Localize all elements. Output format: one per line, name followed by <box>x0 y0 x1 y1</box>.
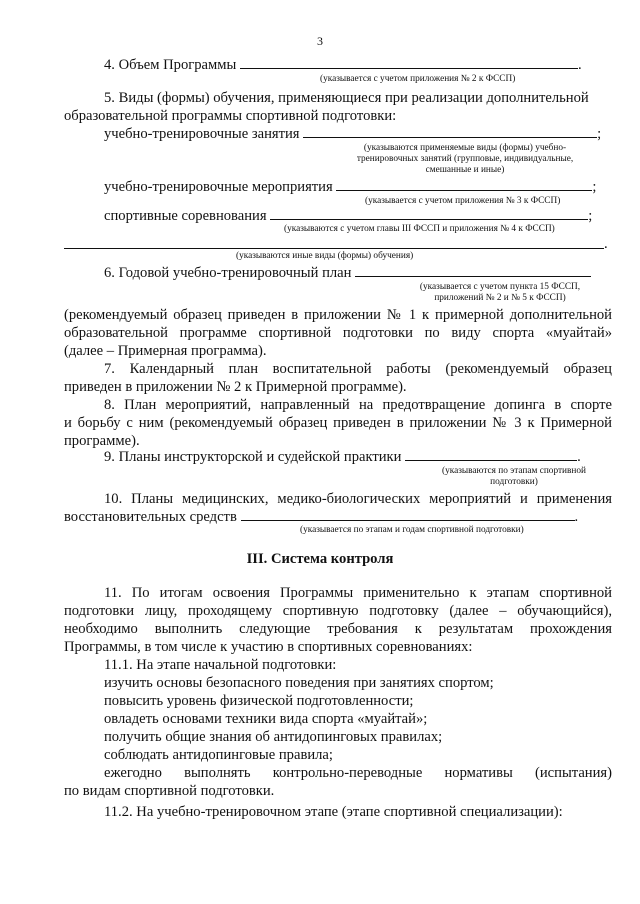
training-events-blank <box>336 178 592 191</box>
item-11-line-4: Программы, в том числе к участию в спортивных соревнованиях: <box>64 639 473 655</box>
item-5-training-sessions <box>104 125 612 143</box>
annual-plan-blank <box>355 264 591 277</box>
annual-plan-label: 6. Годовой учебно-тренировочный план <box>104 265 352 281</box>
training-sessions-caption-3: смешанные и иные) <box>425 165 505 175</box>
training-events-caption: (указывается с учетом приложения № 3 к ФССП) <box>365 196 561 206</box>
item-5-line-1: 5. Виды (формы) обучения, применяющиеся при реализации дополнительной <box>104 90 589 106</box>
item-8-line-3: программе). <box>64 433 140 449</box>
item-4-line <box>104 56 612 74</box>
item-7-line-2: приведен в приложении № 2 к Примерной программе). <box>64 379 407 395</box>
item-5-competitions <box>104 207 612 225</box>
training-sessions-caption-2: тренировочных занятий (групповые, индивидуальные, <box>356 154 574 164</box>
practice-plans-label: 9. Планы инструкторской и судейской практики <box>104 449 402 465</box>
item-11-2: 11.2. На учебно-тренировочном этапе (этапе спортивной специализации): <box>104 804 563 820</box>
item-11-1: 11.1. На этапе начальной подготовки: <box>104 657 337 673</box>
item-11-line-1: 11. По итогам освоения Программы применительно к этапам спортивной <box>104 585 612 601</box>
item-8-line-1: 8. План мероприятий, направленный на предотвращение допинга в спорте <box>104 397 612 413</box>
item-11-line-2: подготовки лицу, проходящему спортивную подготовку (далее – обучающийся), <box>64 603 612 619</box>
other-forms-blank <box>64 248 604 249</box>
item-9-line <box>104 448 612 466</box>
training-sessions-end: ; <box>597 126 602 142</box>
training-sessions-label: учебно-тренировочные занятия <box>104 126 300 142</box>
annual-plan-caption-1: (указывается с учетом пункта 15 ФССП, <box>419 282 581 292</box>
item-6-line <box>104 264 612 282</box>
medical-plans-blank <box>241 508 575 521</box>
medical-plans-label: восстановительных средств <box>64 509 237 525</box>
annual-plan-caption-2: приложений № 2 и № 5 к ФССП) <box>434 293 566 303</box>
item-5-line-2: образовательной программы спортивной подготовки: <box>64 108 397 124</box>
item-10-line-1: 10. Планы медицинских, медико-биологических мероприятий и применения <box>104 491 612 507</box>
item-8-line-2: и борьбу с ним (рекомендуемый образец приведен в приложении № 3 к Примерной <box>64 415 612 431</box>
item-4-label: 4. Объем Программы <box>104 57 237 73</box>
requirement-4: получить общие знания об антидопинговых правилах; <box>104 729 443 745</box>
requirement-6-line-2: по видам спортивной подготовки. <box>64 783 275 799</box>
item-11-line-3: необходимо выполнить следующие требования к результатам прохождения <box>64 621 612 637</box>
competitions-caption: (указываются с учетом главы III ФССП и приложения № 4 к ФССП) <box>284 224 555 234</box>
requirement-5: соблюдать антидопинговые правила; <box>104 747 333 763</box>
other-forms-caption: (указываются иные виды (формы) обучения) <box>236 251 414 261</box>
medical-plans-end: . <box>574 509 579 525</box>
medical-plans-caption: (указывается по этапам и годам спортивной подготовки) <box>300 525 524 535</box>
item-6-line-3: образовательной программе спортивной подготовки по виду спорта «муайтай» <box>64 325 612 341</box>
item-5-training-events <box>104 178 612 196</box>
item-6-line-2: (рекомендуемый образец приведен в приложении № 1 к примерной дополнительной <box>64 307 612 323</box>
competitions-end: ; <box>588 208 593 224</box>
practice-plans-caption-1: (указываются по этапам спортивной <box>441 466 586 476</box>
item-4-caption: (указывается с учетом приложения № 2 к ФССП) <box>320 74 516 84</box>
practice-plans-blank <box>405 448 577 461</box>
training-events-end: ; <box>592 179 597 195</box>
requirement-3: овладеть основами техники вида спорта «муайтай»; <box>104 711 428 727</box>
training-sessions-caption-1: (указываются применяемые виды (формы) учебно- <box>363 143 567 153</box>
item-10-line-2 <box>64 508 612 526</box>
practice-plans-end: . <box>577 449 581 465</box>
competitions-label: спортивные соревнования <box>104 208 267 224</box>
section-heading: III. Система контроля <box>246 551 394 567</box>
practice-plans-caption-2: подготовки) <box>490 477 538 487</box>
item-7-line-1: 7. Календарный план воспитательной работы (рекомендуемый образец <box>104 361 612 377</box>
other-forms-end: . <box>604 236 608 252</box>
requirement-6-line-1: ежегодно выполнять контрольно-переводные нормативы (испытания) <box>104 765 612 781</box>
page-number: 3 <box>317 34 323 48</box>
item-4-end: . <box>577 57 582 73</box>
training-sessions-blank <box>303 125 597 138</box>
training-events-label: учебно-тренировочные мероприятия <box>104 179 333 195</box>
item-6-line-4: (далее – Примерная программа). <box>64 343 267 359</box>
item-4-blank <box>240 56 578 69</box>
requirement-2: повысить уровень физической подготовленности; <box>104 693 414 709</box>
requirement-1: изучить основы безопасного поведения при занятиях спортом; <box>104 675 494 691</box>
competitions-blank <box>270 207 588 220</box>
